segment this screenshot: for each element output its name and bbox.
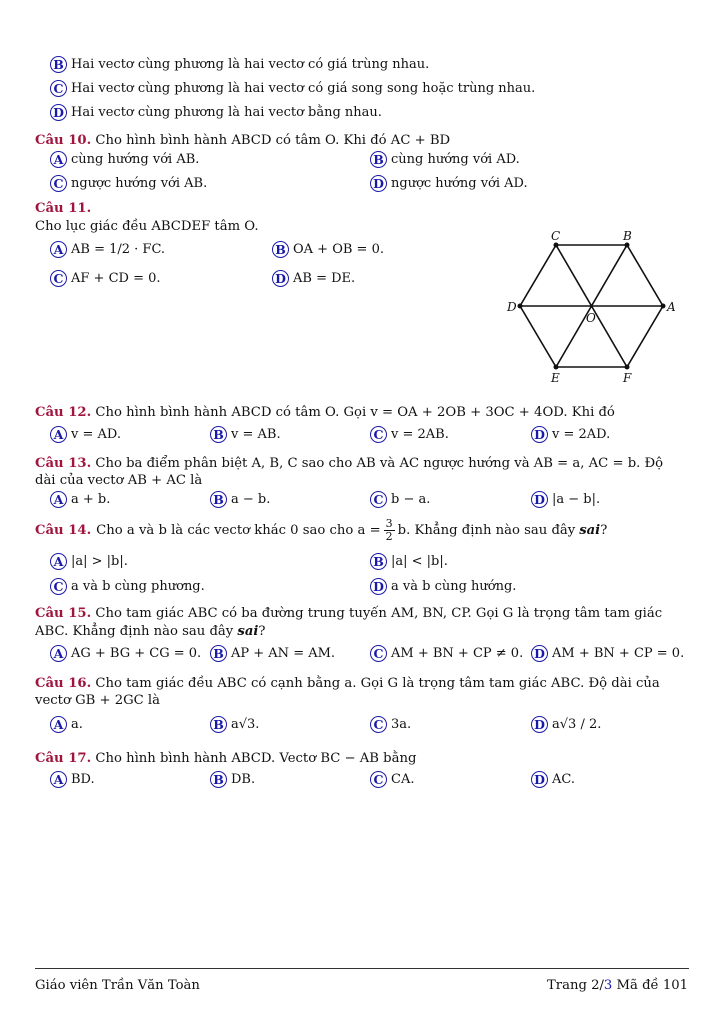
option-letter: B	[210, 645, 227, 662]
question-label: Câu 16.	[35, 676, 92, 691]
option-letter: B	[210, 426, 227, 443]
q13-stem-line1	[35, 456, 663, 471]
option-text: v = AB.	[231, 427, 281, 442]
q9-option-b[interactable]	[50, 56, 429, 73]
point-e	[554, 365, 559, 370]
option-letter: C	[50, 578, 67, 595]
q17-option-c[interactable]	[370, 771, 414, 788]
footer-teacher: Giáo viên Trần Văn Toàn	[35, 978, 200, 993]
option-letter: D	[531, 645, 548, 662]
q11-stem: Cho lục giác đều ABCDEF tâm O.	[35, 219, 259, 234]
q12-option-c[interactable]	[370, 426, 449, 443]
option-letter: C	[370, 771, 387, 788]
q16-option-d[interactable]	[531, 716, 601, 733]
q15-stem-line1	[35, 606, 662, 621]
option-text: DB.	[231, 772, 256, 787]
option-text: v = 2AD.	[552, 427, 611, 442]
option-text: 3a.	[391, 717, 412, 732]
option-text: |a| > |b|.	[71, 554, 128, 569]
option-text: a + b.	[71, 492, 111, 507]
q17-option-a[interactable]	[50, 771, 95, 788]
option-letter: C	[370, 716, 387, 733]
fraction-denominator: 2	[385, 530, 393, 543]
q13-stem-line2: dài của vectơ AB + AC là	[35, 473, 203, 488]
option-letter: C	[50, 175, 67, 192]
option-letter: B	[370, 553, 387, 570]
emphasis-sai: sai	[237, 624, 259, 639]
question-stem: Cho hình bình hành ABCD có tâm O. Khi đó AC + BD	[95, 133, 451, 148]
option-letter: D	[531, 426, 548, 443]
question-stem-part1: Cho a và b là các vectơ khác 0 sao cho a =	[96, 523, 381, 538]
option-text: ngược hướng với AD.	[391, 176, 528, 191]
option-text: AC.	[552, 772, 576, 787]
option-text: ngược hướng với AB.	[71, 176, 208, 191]
q12-option-d[interactable]	[531, 426, 610, 443]
q15-option-b[interactable]	[210, 645, 335, 662]
option-letter: B	[50, 56, 67, 73]
q14-option-d[interactable]	[370, 578, 516, 595]
option-text: cùng hướng với AD.	[391, 152, 520, 167]
point-b	[625, 243, 630, 248]
option-text: CA.	[391, 772, 415, 787]
q9-option-d[interactable]	[50, 104, 382, 121]
q10-option-b[interactable]	[370, 151, 520, 168]
q13-option-b[interactable]	[210, 491, 270, 508]
q14-option-c[interactable]	[50, 578, 205, 595]
option-text: Hai vectơ cùng phương là hai vectơ bằng nhau.	[71, 105, 382, 120]
point-a	[661, 304, 666, 309]
question-label: Câu 17.	[35, 751, 92, 766]
option-text: v = 2AB.	[391, 427, 449, 442]
question-mark: ?	[258, 624, 266, 639]
q15-option-a[interactable]	[50, 645, 201, 662]
label-o: O	[586, 311, 596, 325]
option-letter: A	[50, 771, 67, 788]
q11-option-c[interactable]	[50, 270, 161, 287]
option-letter: B	[210, 771, 227, 788]
q10-stem-line	[35, 133, 450, 148]
option-letter: B	[370, 151, 387, 168]
q13-option-d[interactable]	[531, 491, 600, 508]
label-e: E	[551, 371, 560, 385]
emphasis-sai: sai	[579, 523, 601, 538]
option-text: a√3.	[231, 717, 260, 732]
option-letter: A	[50, 426, 67, 443]
option-text: Hai vectơ cùng phương là hai vectơ có giá song song hoặc trùng nhau.	[71, 81, 536, 96]
fraction	[384, 518, 395, 543]
q10-option-d[interactable]	[370, 175, 528, 192]
q11-label-line	[35, 201, 91, 216]
question-label: Câu 11.	[35, 201, 92, 216]
option-letter: D	[50, 104, 67, 121]
q14-option-a[interactable]	[50, 553, 128, 570]
option-text: b − a.	[391, 492, 431, 507]
option-letter: D	[531, 771, 548, 788]
q12-stem-line	[35, 405, 615, 420]
option-letter: D	[531, 491, 548, 508]
q16-option-c[interactable]	[370, 716, 411, 733]
point-c	[554, 243, 559, 248]
option-text: OA + OB = 0.	[293, 242, 384, 257]
option-text: |a − b|.	[552, 492, 601, 507]
point-d	[518, 304, 523, 309]
question-stem-part2: b. Khẳng định nào sau đây	[397, 523, 576, 538]
q16-stem-line1	[35, 676, 660, 691]
q9-option-c[interactable]	[50, 80, 535, 97]
option-letter: D	[531, 716, 548, 733]
q13-option-a[interactable]	[50, 491, 110, 508]
option-letter: A	[50, 553, 67, 570]
label-a: A	[667, 300, 676, 314]
q11-option-b[interactable]	[272, 241, 384, 258]
option-text: AM + BN + CP ≠ 0.	[391, 646, 524, 661]
question-stem-part3: ?	[600, 523, 608, 538]
option-letter: C	[50, 80, 67, 97]
option-letter: A	[50, 716, 67, 733]
q14-option-b[interactable]	[370, 553, 448, 570]
option-letter: B	[272, 241, 289, 258]
option-text: a.	[71, 717, 83, 732]
q17-stem-line	[35, 751, 416, 766]
option-letter: D	[370, 578, 387, 595]
option-text: Hai vectơ cùng phương là hai vectơ có giá trùng nhau.	[71, 57, 430, 72]
option-letter: D	[370, 175, 387, 192]
label-b: B	[623, 229, 632, 243]
option-letter: B	[210, 491, 227, 508]
option-text: BD.	[71, 772, 95, 787]
option-letter: B	[210, 716, 227, 733]
option-letter: D	[272, 270, 289, 287]
option-letter: A	[50, 151, 67, 168]
q16-option-a[interactable]	[50, 716, 83, 733]
q16-option-b[interactable]	[210, 716, 259, 733]
question-stem: Cho hình bình hành ABCD có tâm O. Gọi v = OA + 2OB + 3OC + 4OD. Khi đó	[95, 405, 615, 420]
label-f: F	[623, 371, 632, 385]
page-total-link[interactable]: 3	[603, 978, 613, 993]
option-text: AB = 1/2 · FC.	[71, 242, 166, 257]
option-letter: A	[50, 645, 67, 662]
q15-option-c[interactable]	[370, 645, 523, 662]
q17-option-b[interactable]	[210, 771, 255, 788]
option-text: |a| < |b|.	[391, 554, 448, 569]
page-prefix: Trang 2/	[546, 978, 604, 993]
q11-option-d[interactable]	[272, 270, 355, 287]
option-letter: A	[50, 491, 67, 508]
q14-stem-line	[35, 518, 607, 543]
q13-option-c[interactable]	[370, 491, 430, 508]
option-text: AM + BN + CP = 0.	[552, 646, 685, 661]
q16-stem-line2: vectơ GB + 2GC là	[35, 693, 161, 708]
option-text: AG + BG + CG = 0.	[71, 646, 202, 661]
question-stem: Cho tam giác ABC có ba đường trung tuyến AM, BN, CP. Gọi G là trọng tâm tam giác	[95, 606, 663, 621]
label-c: C	[551, 229, 561, 243]
option-text: a và b cùng hướng.	[391, 579, 517, 594]
option-text: AB = DE.	[293, 271, 356, 286]
footer-page-info	[547, 978, 688, 993]
q15-option-d[interactable]	[531, 645, 684, 662]
q15-stem-line2	[35, 624, 265, 639]
question-stem: Cho tam giác đều ABC có cạnh bằng a. Gọi G là trọng tâm tam giác ABC. Độ dài của	[95, 676, 660, 691]
option-text: v = AD.	[71, 427, 121, 442]
q10-option-c[interactable]	[50, 175, 207, 192]
hexagon-figure	[500, 226, 685, 386]
question-label: Câu 15.	[35, 606, 92, 621]
question-stem: ABC. Khẳng định nào sau đây	[35, 624, 234, 639]
option-letter: C	[370, 426, 387, 443]
question-label: Câu 12.	[35, 405, 92, 420]
q10-option-a[interactable]	[50, 151, 199, 168]
option-text: AP + AN = AM.	[231, 646, 336, 661]
footer-rule	[35, 968, 689, 969]
option-text: a√3 / 2.	[552, 717, 602, 732]
exam-code: Mã đề 101	[616, 978, 688, 993]
q17-option-d[interactable]	[531, 771, 575, 788]
q12-option-a[interactable]	[50, 426, 121, 443]
option-letter: C	[50, 270, 67, 287]
label-d: D	[507, 300, 517, 314]
question-label: Câu 14.	[35, 523, 92, 538]
q11-option-a[interactable]	[50, 241, 165, 258]
option-text: a − b.	[231, 492, 271, 507]
question-label: Câu 13.	[35, 456, 92, 471]
option-letter: C	[370, 645, 387, 662]
option-text: cùng hướng với AB.	[71, 152, 200, 167]
question-stem: Cho hình bình hành ABCD. Vectơ BC − AB bằng	[95, 751, 417, 766]
point-f	[625, 365, 630, 370]
question-label: Câu 10.	[35, 133, 92, 148]
option-letter: A	[50, 241, 67, 258]
fraction-numerator: 3	[385, 517, 393, 530]
option-text: a và b cùng phương.	[71, 579, 205, 594]
option-text: AF + CD = 0.	[71, 271, 161, 286]
option-letter: C	[370, 491, 387, 508]
q12-option-b[interactable]	[210, 426, 281, 443]
question-stem: Cho ba điểm phân biệt A, B, C sao cho AB và AC ngược hướng và AB = a, AC = b. Độ	[95, 456, 664, 471]
